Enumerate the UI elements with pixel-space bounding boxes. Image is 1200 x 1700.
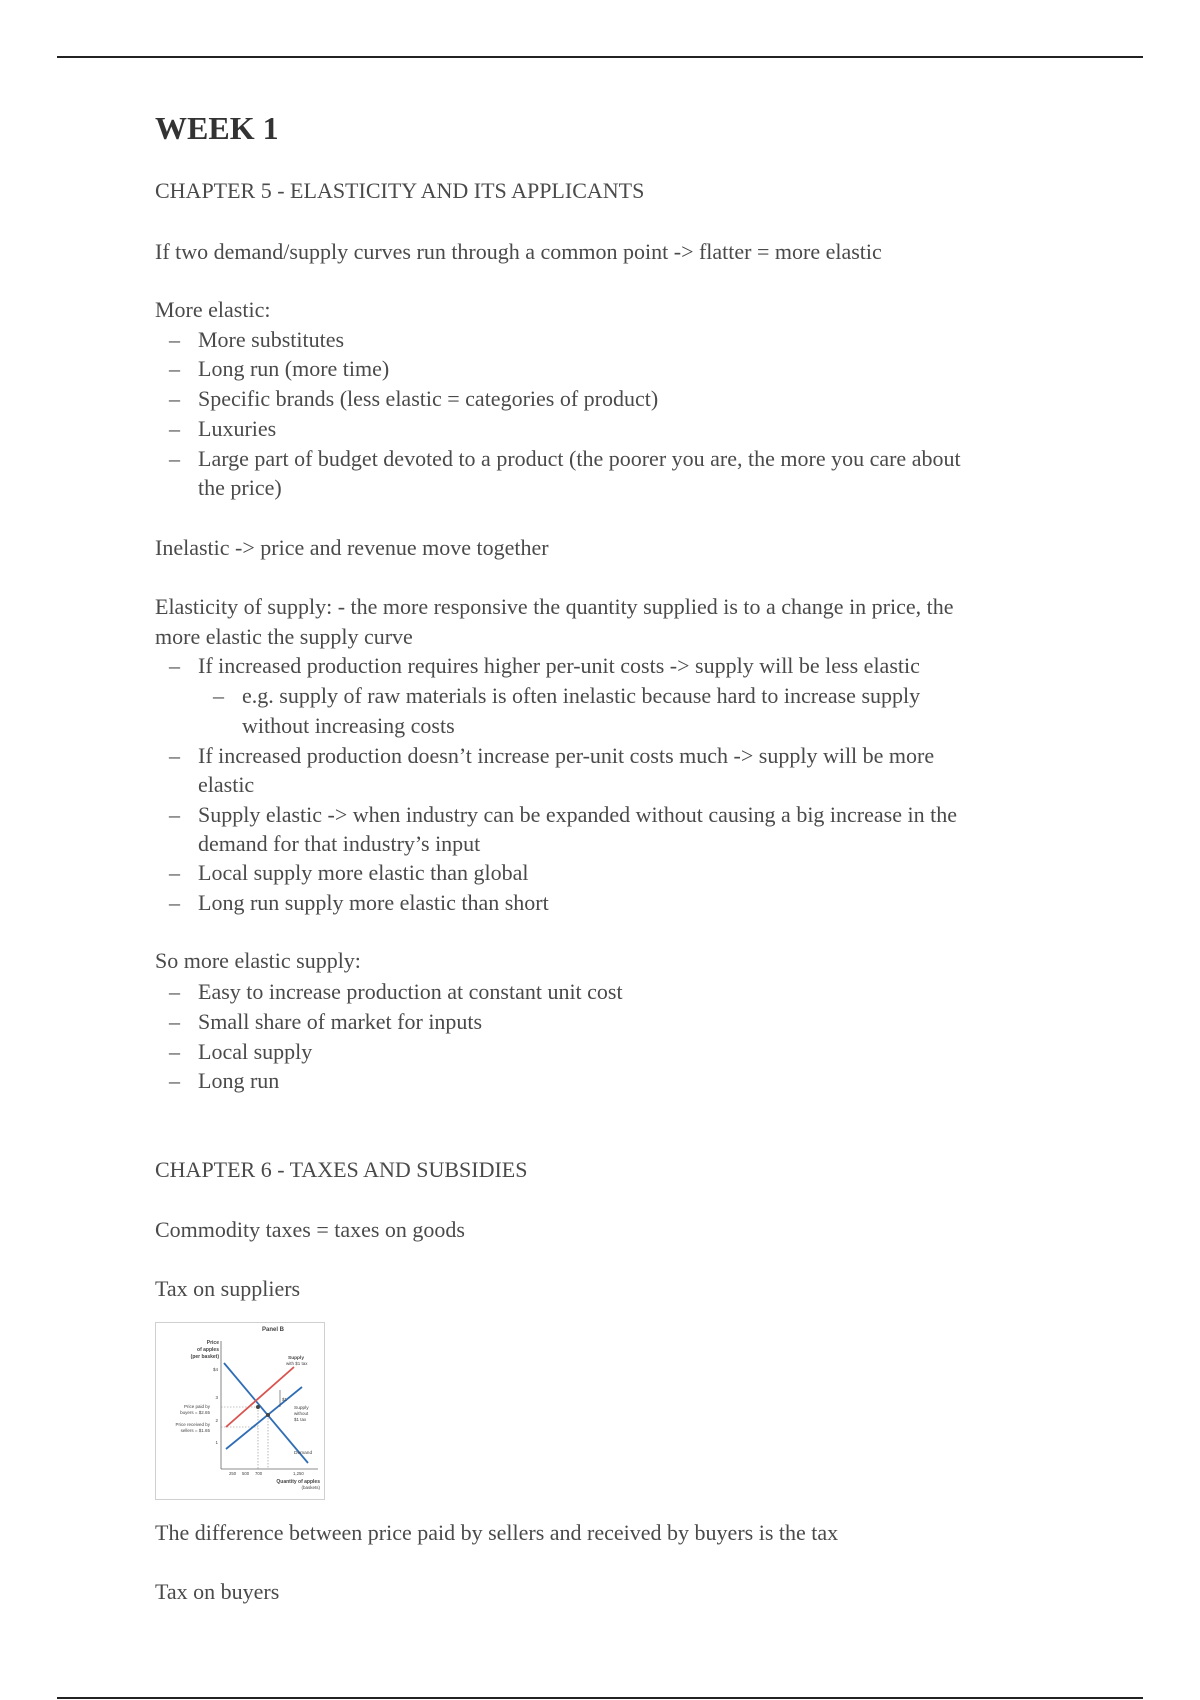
list-item: If increased production requires higher per-unit costs -> supply will be less elastic	[198, 653, 920, 678]
x-tick-label: 700	[255, 1471, 263, 1476]
list-dash: –	[169, 446, 180, 471]
list-dash: –	[169, 979, 180, 1004]
list-item: Small share of market for inputs	[198, 1009, 483, 1034]
price-paid-label: Price paid by	[183, 1404, 210, 1409]
y-tick-label: $4	[212, 1367, 218, 1372]
sub-list-item-continued: without increasing costs	[242, 713, 455, 738]
list-dash: –	[169, 327, 180, 352]
equilibrium-with-tax-point	[256, 1405, 260, 1409]
list-dash: –	[169, 416, 180, 441]
list-dash: –	[169, 1009, 180, 1034]
supply-with-tax-label: with $1 tax	[286, 1361, 308, 1366]
list-item: Local supply more elastic than global	[198, 860, 529, 885]
list-item: Long run supply more elastic than short	[198, 890, 549, 915]
supply-without-tax-label: $1 tax	[294, 1417, 307, 1422]
list-dash: –	[213, 683, 224, 708]
paragraph-elasticity-of-supply-cont: more elastic the supply curve	[155, 624, 413, 649]
list-item: Long run (more time)	[198, 356, 390, 381]
list-dash: –	[169, 743, 180, 768]
list-dash: –	[169, 386, 180, 411]
list-item-continued: the price)	[198, 475, 282, 500]
so-more-elastic-label: So more elastic supply:	[155, 948, 361, 973]
paragraph-tax-difference: The difference between price paid by sellers and received by buyers is the tax	[155, 1520, 839, 1545]
more-elastic-label: More elastic:	[155, 297, 271, 322]
list-dash: –	[169, 1068, 180, 1093]
x-tick-label: 500	[242, 1471, 250, 1476]
supply-demand-diagram	[156, 1323, 324, 1499]
tax-on-suppliers-figure	[155, 1322, 325, 1500]
list-item: Local supply	[198, 1039, 313, 1064]
y-axis-label: of apples	[197, 1347, 219, 1353]
list-dash: –	[169, 1039, 180, 1064]
list-item: Supply elastic -> when industry can be expanded without causing a big increase in the	[198, 802, 957, 827]
list-item: Luxuries	[198, 416, 277, 441]
list-dash: –	[169, 890, 180, 915]
page-title: WEEK 1	[155, 110, 279, 146]
bottom-rule	[57, 1697, 1143, 1699]
top-rule	[57, 56, 1143, 58]
list-item-continued: elastic	[198, 772, 255, 797]
list-item: Easy to increase production at constant unit cost	[198, 979, 623, 1004]
y-tick-label: 1	[215, 1440, 218, 1445]
y-tick-label: 2	[215, 1418, 218, 1423]
list-item: Large part of budget devoted to a product (the poorer you are, the more you care about	[198, 446, 961, 471]
list-item: More substitutes	[198, 327, 345, 352]
y-axis-label: (per basket)	[190, 1354, 219, 1360]
supply-without-tax-label: without	[294, 1411, 309, 1416]
equilibrium-without-tax-point	[266, 1413, 270, 1417]
paragraph-commodity-taxes: Commodity taxes = taxes on goods	[155, 1217, 465, 1242]
price-received-label: Price received by	[175, 1422, 210, 1427]
list-dash: –	[169, 802, 180, 827]
list-dash: –	[169, 653, 180, 678]
price-received-label: sellers = $1.65	[180, 1428, 210, 1433]
supply-with-tax-label: Supply	[288, 1356, 304, 1361]
paragraph-inelastic: Inelastic -> price and revenue move together	[155, 535, 549, 560]
list-item-continued: demand for that industry’s input	[198, 831, 481, 856]
x-tick-label: 250	[229, 1471, 237, 1476]
chapter-5-heading: CHAPTER 5 - ELASTICITY AND ITS APPLICANTS	[155, 178, 645, 203]
price-paid-label: buyers = $2.65	[180, 1410, 210, 1415]
chapter-6-heading: CHAPTER 6 - TAXES AND SUBSIDIES	[155, 1157, 528, 1182]
x-tick-label: 1,250	[293, 1471, 304, 1476]
demand-label: Demand	[294, 1451, 313, 1456]
paragraph-common-point: If two demand/supply curves run through a common point -> flatter = more elastic	[155, 239, 882, 264]
y-tick-label: 3	[215, 1395, 218, 1400]
paragraph-elasticity-of-supply: Elasticity of supply: - the more responsive the quantity supplied is to a change in price, the	[155, 594, 954, 619]
y-axis-label: Price	[206, 1340, 219, 1346]
x-axis-label: Quantity of apples	[276, 1479, 320, 1485]
list-dash: –	[169, 356, 180, 381]
list-item: If increased production doesn’t increase per-unit costs much -> supply will be more	[198, 743, 935, 768]
panel-label: Panel B	[262, 1327, 285, 1333]
paragraph-tax-on-suppliers: Tax on suppliers	[155, 1276, 301, 1301]
paragraph-tax-on-buyers: Tax on buyers	[155, 1579, 280, 1604]
sub-list-item: e.g. supply of raw materials is often inelastic because hard to increase supply	[242, 683, 921, 708]
list-item: Specific brands (less elastic = categories of product)	[198, 386, 659, 411]
list-dash: –	[169, 860, 180, 885]
supply-without-tax-label: Supply	[294, 1406, 309, 1411]
tax-gap-label: $1	[282, 1397, 288, 1402]
x-axis-label: (baskets)	[301, 1485, 320, 1490]
list-item: Long run	[198, 1068, 280, 1093]
